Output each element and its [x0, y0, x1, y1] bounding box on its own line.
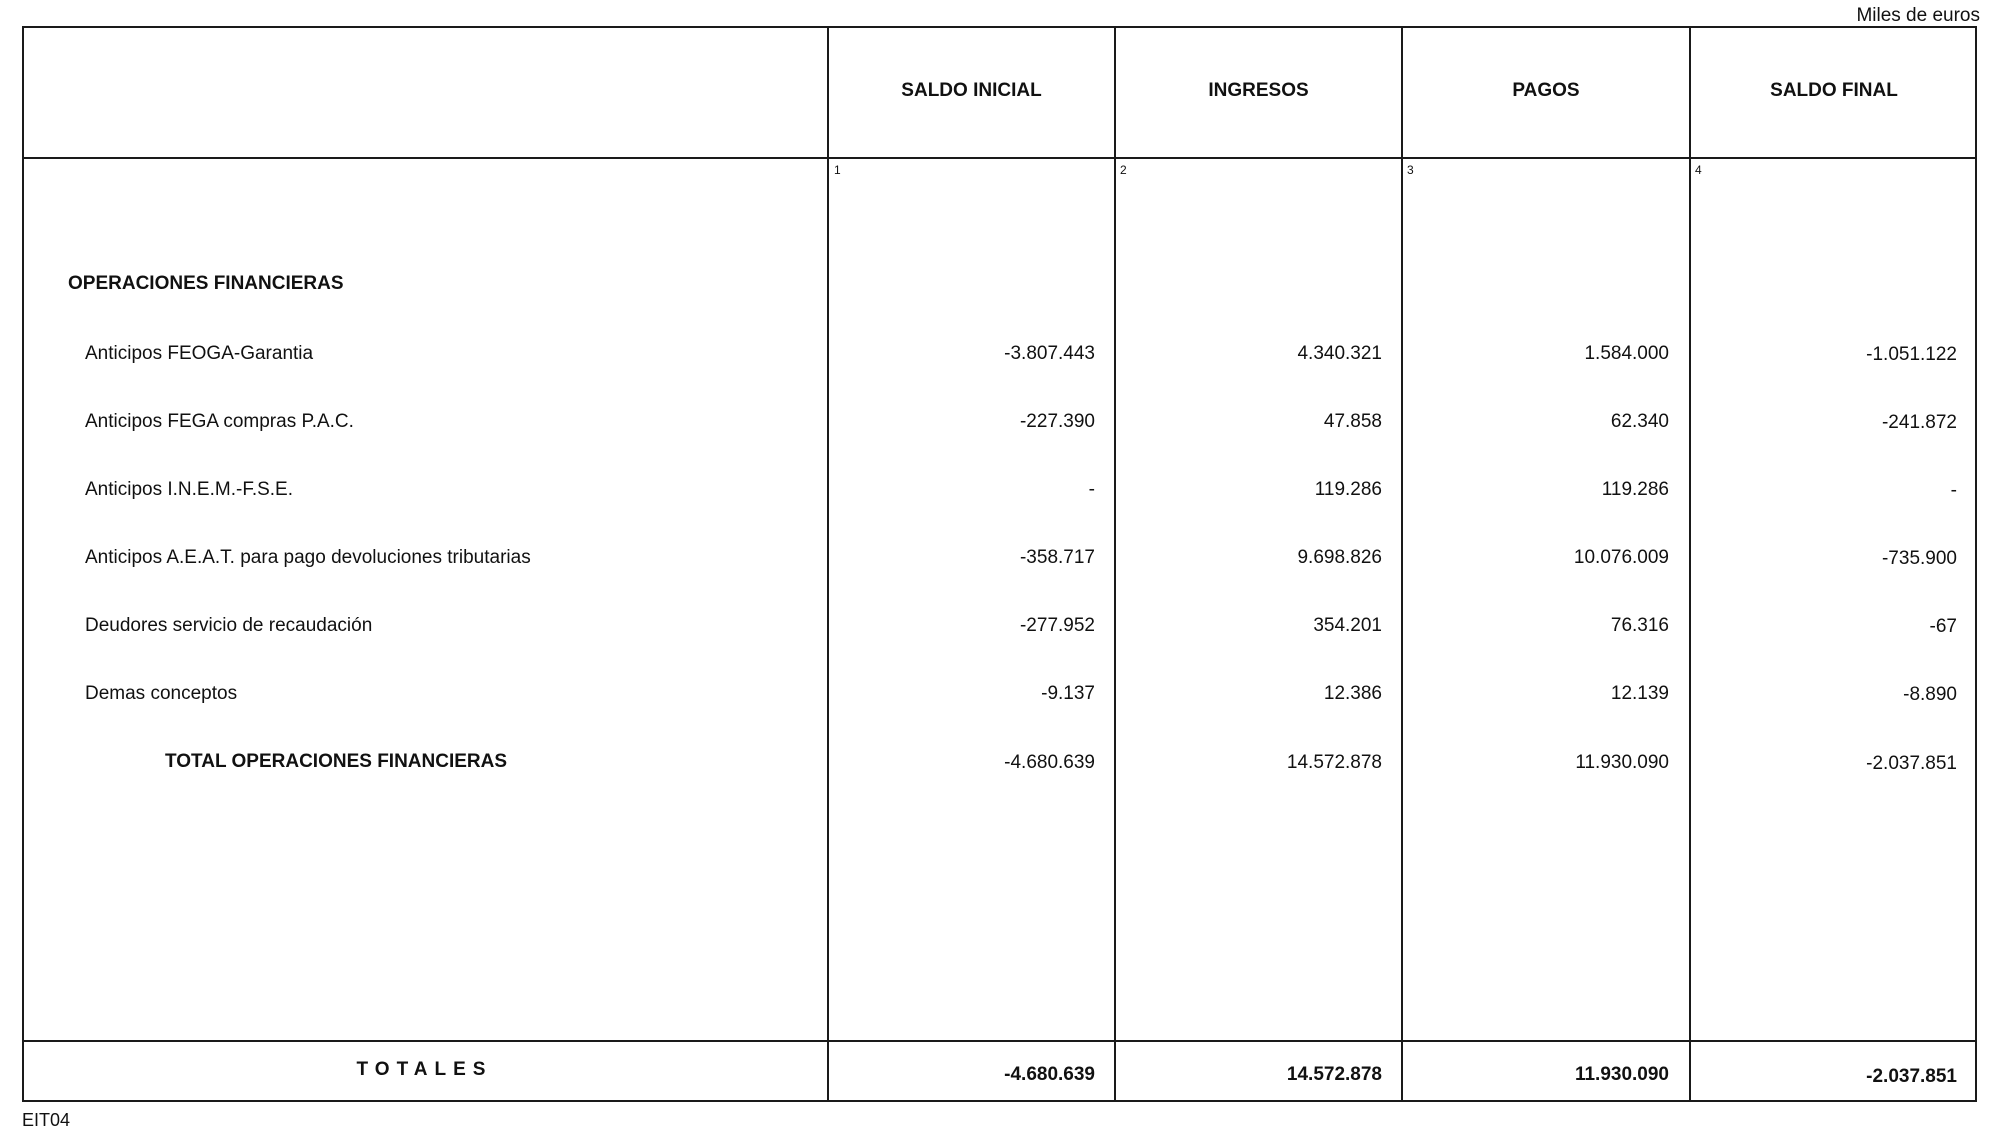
- row-value-ingresos: 4.340.321: [1297, 343, 1382, 364]
- row-value-ingresos: 12.386: [1323, 683, 1382, 704]
- totals-value-saldo-final: -2.037.851: [1866, 1066, 1957, 1087]
- row-value-saldo-final: -735.900: [1881, 548, 1957, 569]
- totals-value-pagos: 11.930.090: [1574, 1064, 1669, 1085]
- totals-label: TOTALES: [356, 1059, 493, 1080]
- row-value-saldo-final: -1.051.122: [1866, 344, 1957, 365]
- row-label: Anticipos A.E.A.T. para pago devoluciones tributarias: [85, 547, 531, 568]
- section-title: OPERACIONES FINANCIERAS: [68, 273, 344, 294]
- column-divider-2: [1114, 26, 1116, 1102]
- row-value-saldo-final: -: [1950, 480, 1957, 501]
- row-value-ingresos: 9.698.826: [1297, 547, 1382, 568]
- totals-value-ingresos: 14.572.878: [1286, 1064, 1382, 1085]
- row-value-saldo-inicial: -358.717: [1019, 547, 1095, 568]
- footer-code: EIT04: [22, 1110, 71, 1130]
- subtotal-value-ingresos: 14.572.878: [1286, 752, 1382, 773]
- column-divider-1: [827, 26, 829, 1102]
- row-value-saldo-final: -8.890: [1903, 684, 1957, 705]
- column-number-1: 1: [834, 163, 841, 177]
- subtotal-value-saldo-final: -2.037.851: [1866, 753, 1957, 774]
- header-divider: [22, 157, 1977, 159]
- row-label: Anticipos I.N.E.M.-F.S.E.: [85, 479, 293, 500]
- row-value-saldo-inicial: -227.390: [1019, 411, 1095, 432]
- row-value-pagos: 10.076.009: [1573, 547, 1669, 568]
- row-label: Deudores servicio de recaudación: [85, 615, 373, 636]
- header-pagos: PAGOS: [1512, 80, 1580, 101]
- subtotal-value-saldo-inicial: -4.680.639: [1004, 752, 1095, 773]
- row-value-saldo-final: -67: [1929, 616, 1957, 637]
- totals-value-saldo-inicial: -4.680.639: [1004, 1064, 1095, 1085]
- subtotal-label: TOTAL OPERACIONES FINANCIERAS: [165, 751, 508, 772]
- row-label: Demas conceptos: [85, 683, 238, 704]
- column-number-4: 4: [1695, 163, 1702, 177]
- row-value-ingresos: 119.286: [1314, 479, 1382, 500]
- header-saldo-inicial: SALDO INICIAL: [901, 80, 1042, 101]
- row-value-pagos: 12.139: [1610, 683, 1669, 704]
- row-value-saldo-inicial: -: [1088, 479, 1095, 500]
- row-value-saldo-final: -241.872: [1881, 412, 1957, 433]
- header-ingresos: INGRESOS: [1208, 80, 1309, 101]
- column-number-2: 2: [1120, 163, 1127, 177]
- units-label: Miles de euros: [1856, 5, 1980, 26]
- row-value-ingresos: 47.858: [1323, 411, 1382, 432]
- column-divider-3: [1401, 26, 1403, 1102]
- row-value-pagos: 119.286: [1601, 479, 1669, 500]
- row-value-saldo-inicial: -277.952: [1019, 615, 1095, 636]
- row-value-pagos: 76.316: [1610, 615, 1669, 636]
- subtotal-value-pagos: 11.930.090: [1575, 752, 1669, 773]
- column-divider-4: [1689, 26, 1691, 1102]
- column-number-3: 3: [1407, 163, 1414, 177]
- row-value-saldo-inicial: -9.137: [1041, 683, 1095, 704]
- row-value-pagos: 62.340: [1610, 411, 1669, 432]
- row-value-pagos: 1.584.000: [1584, 343, 1669, 364]
- totals-divider: [22, 1040, 1977, 1042]
- row-value-ingresos: 354.201: [1313, 615, 1382, 636]
- row-label: Anticipos FEGA compras P.A.C.: [85, 411, 354, 432]
- row-value-saldo-inicial: -3.807.443: [1004, 343, 1095, 364]
- header-saldo-final: SALDO FINAL: [1770, 80, 1898, 101]
- row-label: Anticipos FEOGA-Garantia: [85, 343, 314, 364]
